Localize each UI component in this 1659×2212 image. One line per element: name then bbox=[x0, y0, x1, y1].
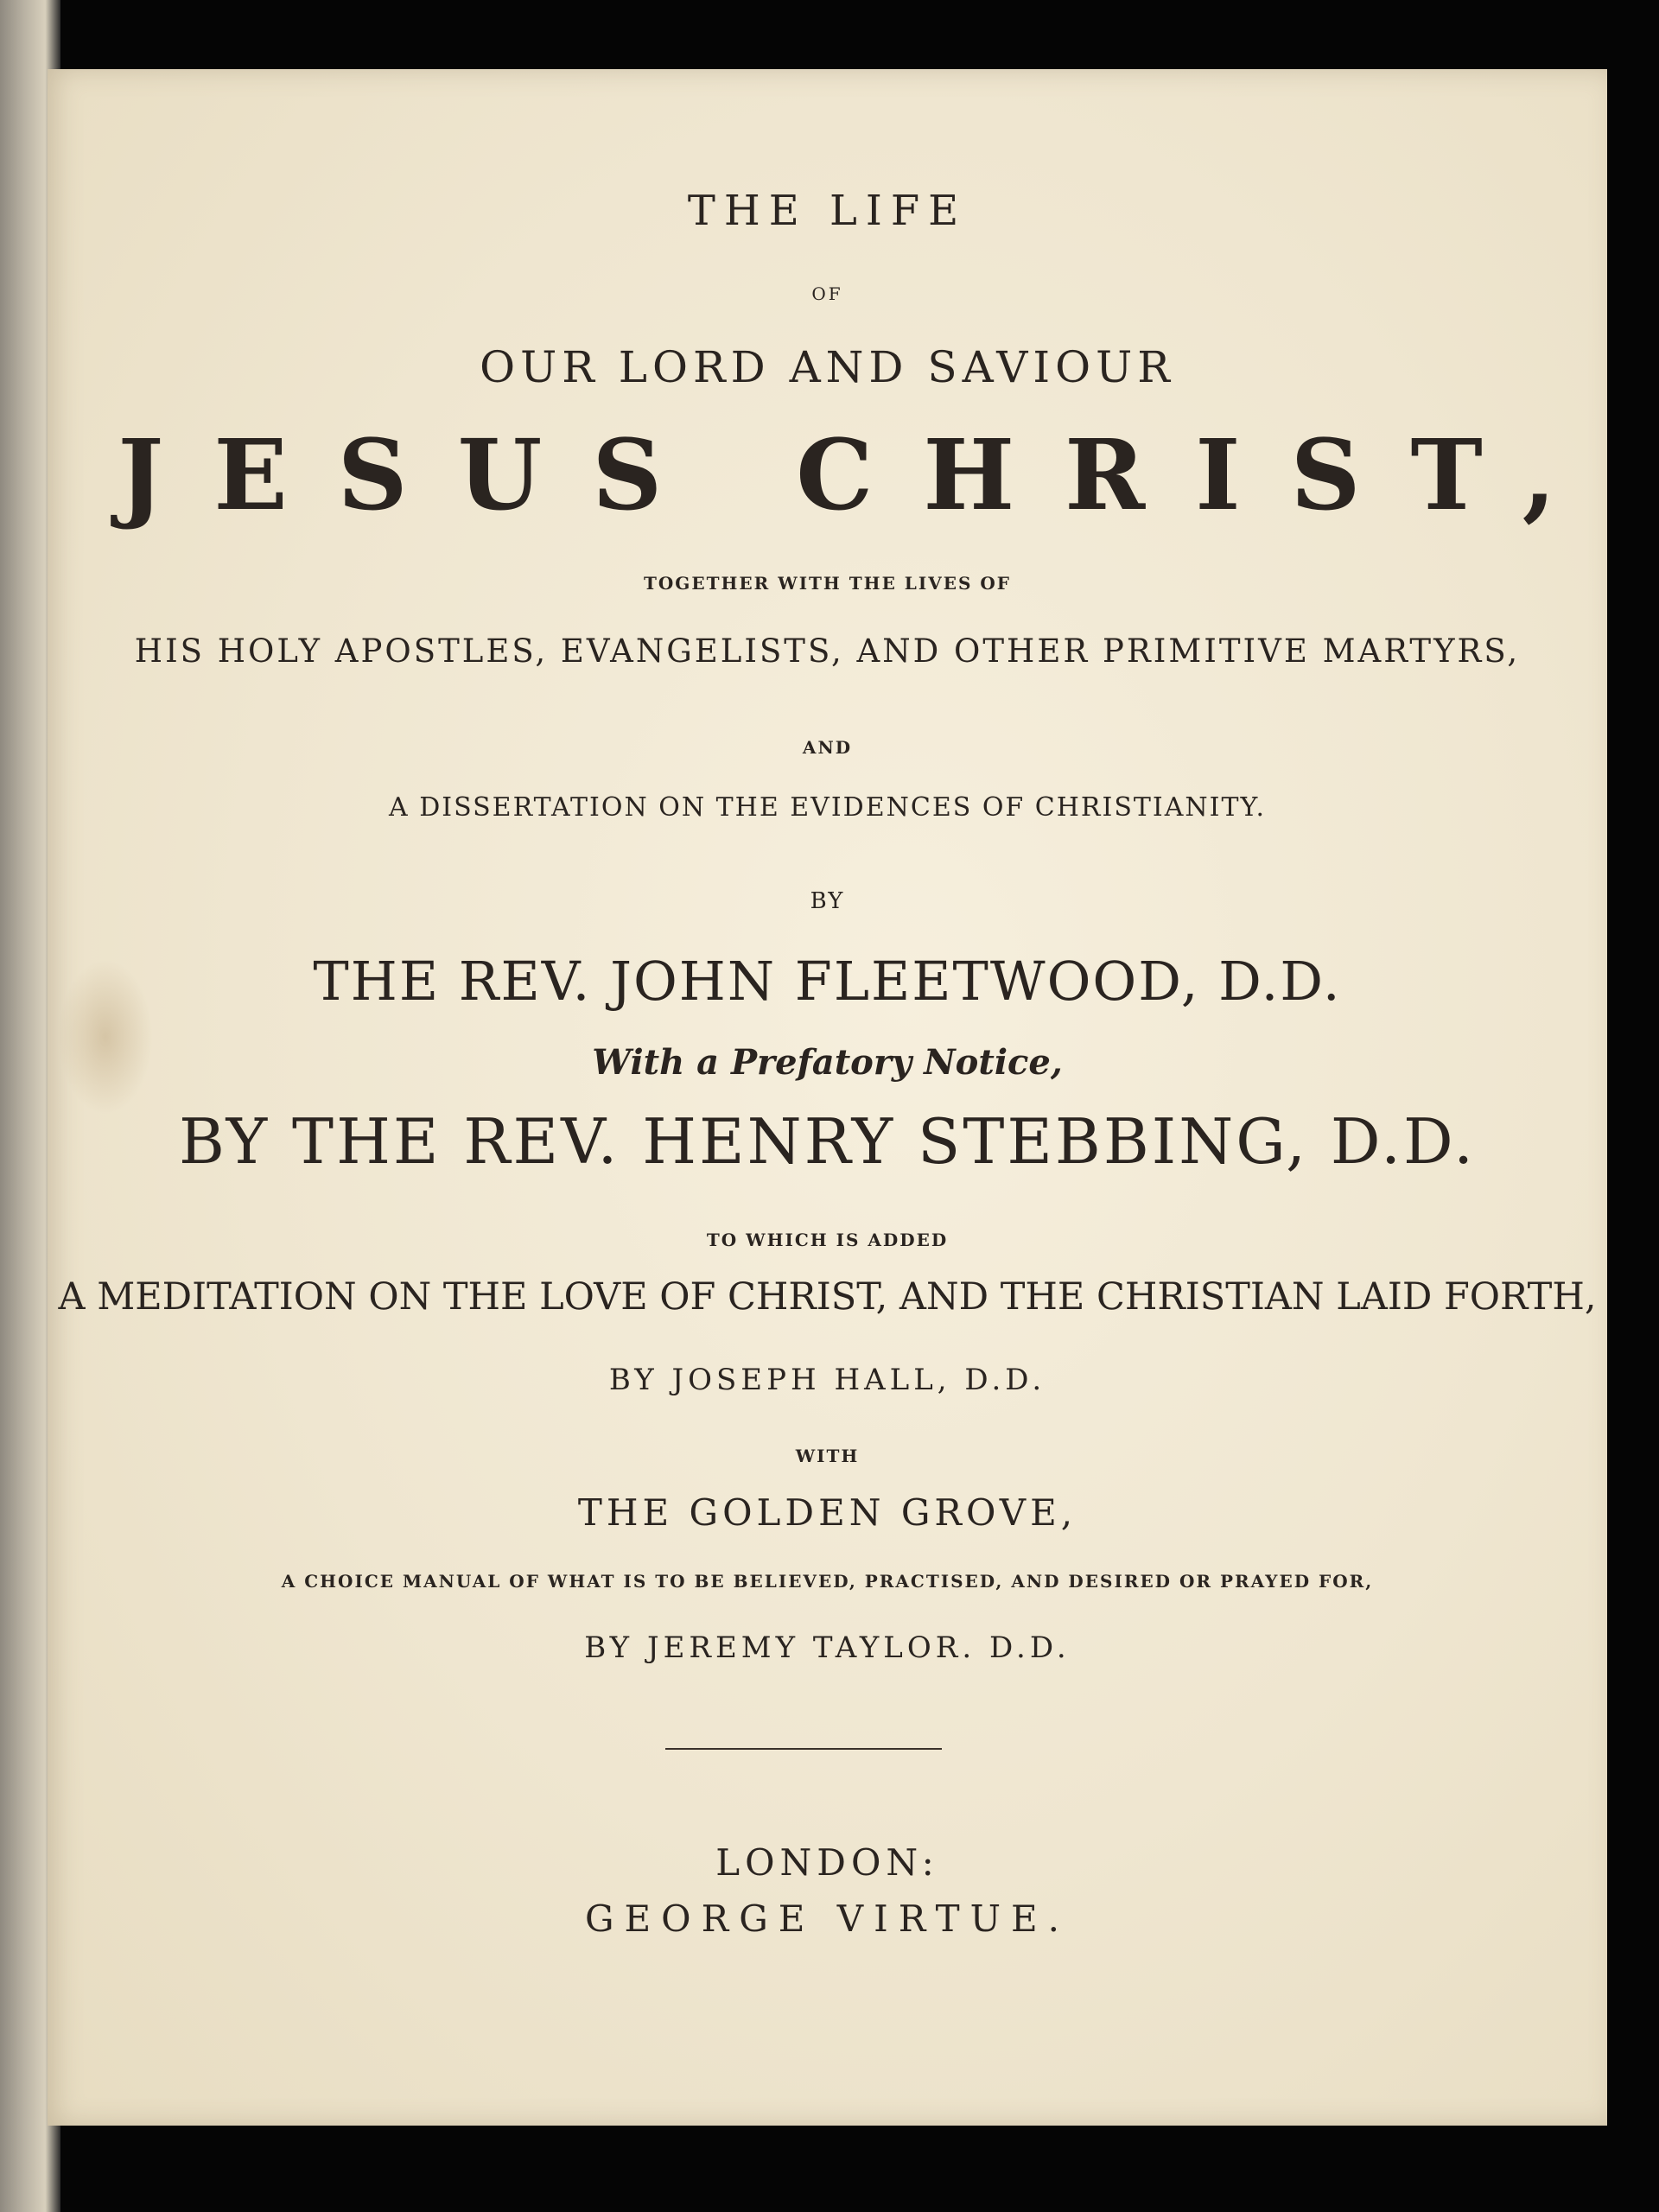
title-our-lord: OUR LORD AND SAVIOUR bbox=[480, 342, 1175, 392]
added-intro: TO WHICH IS ADDED bbox=[706, 1230, 949, 1250]
imprint-publisher: GEORGE VIRTUE. bbox=[584, 1897, 1071, 1940]
subtitle-together: TOGETHER WITH THE LIVES OF bbox=[644, 573, 1011, 594]
divider-rule bbox=[665, 1748, 942, 1750]
golden-grove-description: A CHOICE MANUAL OF WHAT IS TO BE BELIEVED, PRACTISED, AND DESIRED OR PRAYED FOR, bbox=[281, 1571, 1374, 1592]
title-the-life: THE LIFE bbox=[687, 187, 968, 235]
author-hall: BY JOSEPH HALL, D.D. bbox=[608, 1363, 1046, 1397]
author-taylor: BY JEREMY TAYLOR. D.D. bbox=[584, 1630, 1071, 1665]
title-jesus-christ: JESUS CHRIST, bbox=[118, 419, 1606, 532]
author-by: BY bbox=[810, 888, 845, 914]
golden-grove-title: THE GOLDEN GROVE, bbox=[577, 1491, 1077, 1534]
title-page bbox=[48, 69, 1607, 2126]
author-fleetwood: THE REV. JOHN FLEETWOOD, D.D. bbox=[313, 950, 1342, 1013]
imprint-city: LONDON: bbox=[715, 1841, 939, 1884]
subtitle-and: AND bbox=[802, 737, 853, 758]
title-of: OF bbox=[811, 283, 843, 304]
with-label: WITH bbox=[795, 1446, 860, 1466]
subtitle-dissertation: A DISSERTATION ON THE EVIDENCES OF CHRISTIANITY. bbox=[389, 792, 1266, 823]
subtitle-apostles: HIS HOLY APOSTLES, EVANGELISTS, AND OTHER PRIMITIVE MARTYRS, bbox=[134, 632, 1521, 670]
prefatory-notice: With a Prefatory Notice, bbox=[592, 1042, 1063, 1083]
added-meditation: A MEDITATION ON THE LOVE OF CHRIST, AND THE CHRISTIAN LAID FORTH, bbox=[58, 1275, 1597, 1319]
author-stebbing: BY THE REV. HENRY STEBBING, D.D. bbox=[178, 1105, 1477, 1178]
